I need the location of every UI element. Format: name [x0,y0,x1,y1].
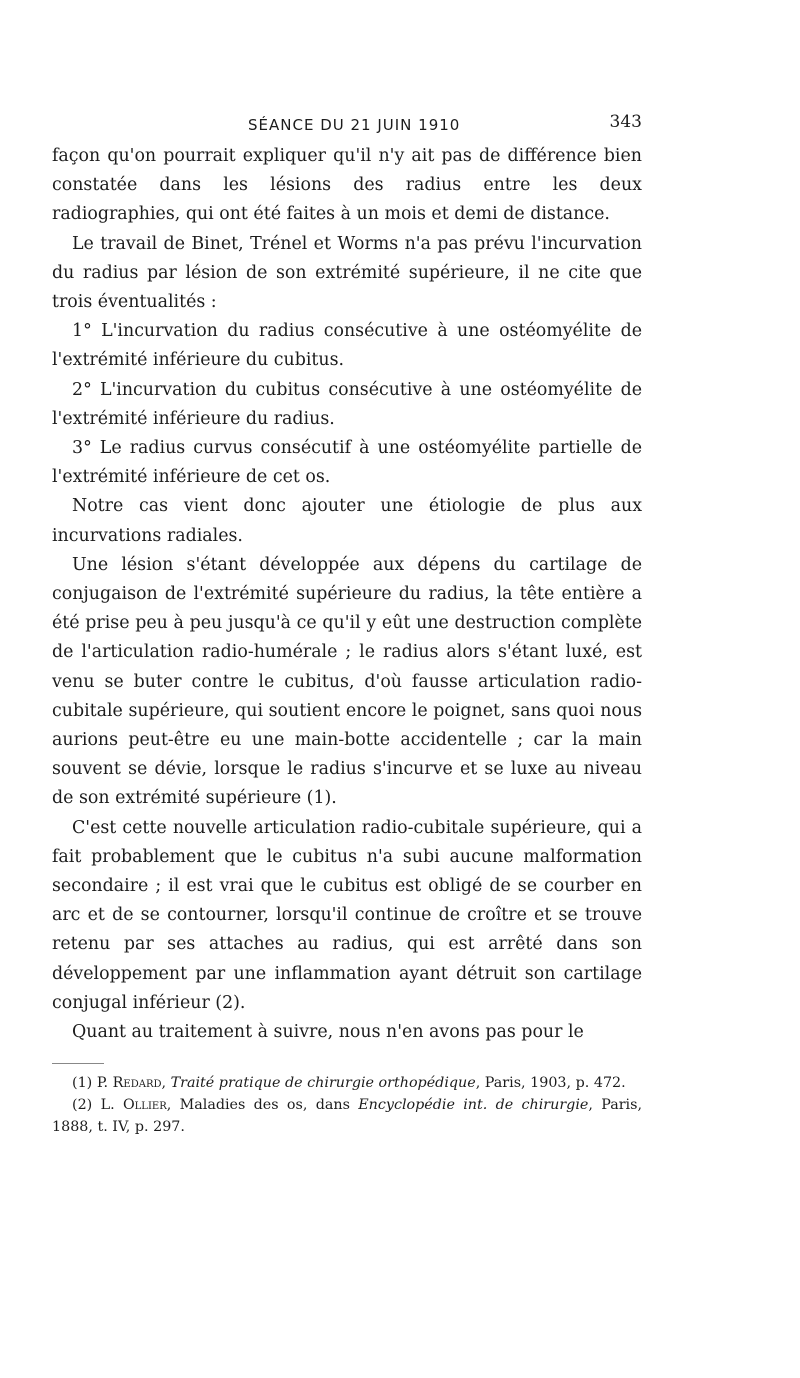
page-header [52,112,642,142]
paragraph: C'est cette nouvelle articulation radio-cubitale supérieure, qui a fait probablement que le cubitus n'a subi aucune malformation secondaire ; il est vrai que le cubitus est obligé de se courber en arc et de se contourner, lorsqu'il continue de croître et se trouve retenu par ses attaches au radius, qui est arrêté dans son développement par une inflammation ayant détruit son cartilage conjugal inférieur (2). [52,817,642,1013]
footnotes [52,1072,642,1138]
footnote-pre-title: , Maladies des os, dans [166,1097,359,1114]
body-text [52,142,642,1047]
paragraph: 1° L'incurvation du radius consécutive à une ostéomyélite de l'extrémité inférieure du cubitus. [52,321,642,371]
footnote-1: (1) P. Redard, Traité pratique de chirurgie orthopédique, Paris, 1903, p. 472. [72,1075,626,1092]
footnote-author: Ollier [122,1097,167,1114]
page-number: 343 [609,112,642,132]
footnote-title: Traité pratique de chirurgie orthopédique [170,1075,476,1092]
footnote-2 [52,1094,642,1138]
paragraph: façon qu'on pourrait expliquer qu'il n'y ait pas de différence bien constatée dans les lésions des radius entre les deux radiographies, qui ont été faites à un mois et demi de distance. [52,146,642,225]
footnote-author: Redard [112,1075,162,1092]
running-title: SÉANCE DU 21 JUIN 1910 [248,116,461,134]
footnote-title: Encyclopédie int. de chirurgie [358,1097,589,1114]
footnote-author-initial: P. [96,1075,109,1092]
paragraph: 3° Le radius curvus consécutif à une ostéomyélite partielle de l'extrémité inférieure de cet os. [52,438,642,488]
paragraph: Notre cas vient donc ajouter une étiologie de plus aux incurvations radiales. [52,496,642,546]
footnote-marker: (2) [72,1097,93,1114]
paragraph: Le travail de Binet, Trénel et Worms n'a pas prévu l'incurvation du radius par lésion de son extrémité supérieure, il ne cite que trois éventualités : [52,233,642,313]
page [52,112,642,1138]
footnote-divider [52,1063,104,1064]
paragraph: 2° L'incurvation du cubitus consécutive à une ostéomyélite de l'extrémité inférieure du radius. [52,379,642,429]
footnote-rest: , Paris, 1888, t. IV, p. 297. [52,1097,643,1136]
paragraph: Quant au traitement à suivre, nous n'en avons pas pour le [72,1022,584,1043]
paragraph: Une lésion s'étant développée aux dépens du cartilage de conjugaison de l'extrémité supérieure du radius, la tête entière a été prise peu à peu jusqu'à ce qu'il y eût une destruction complète de l'articulation radio-humérale ; le radius alors s'étant luxé, est venu se buter contre le cubitus, d'où fausse articulation radio-cubitale supérieure, qui soutient encore le poignet, sans quoi nous aurions peut-être eu une main-botte accidentelle ; car la main souvent se dévie, lorsque le radius s'incurve et se luxe au niveau de son extrémité supérieure (1). [52,554,642,809]
footnote-marker: (1) [72,1075,93,1092]
footnote-author-initial: L. [100,1097,115,1114]
footnote-rest: , Paris, 1903, p. 472. [475,1075,626,1092]
